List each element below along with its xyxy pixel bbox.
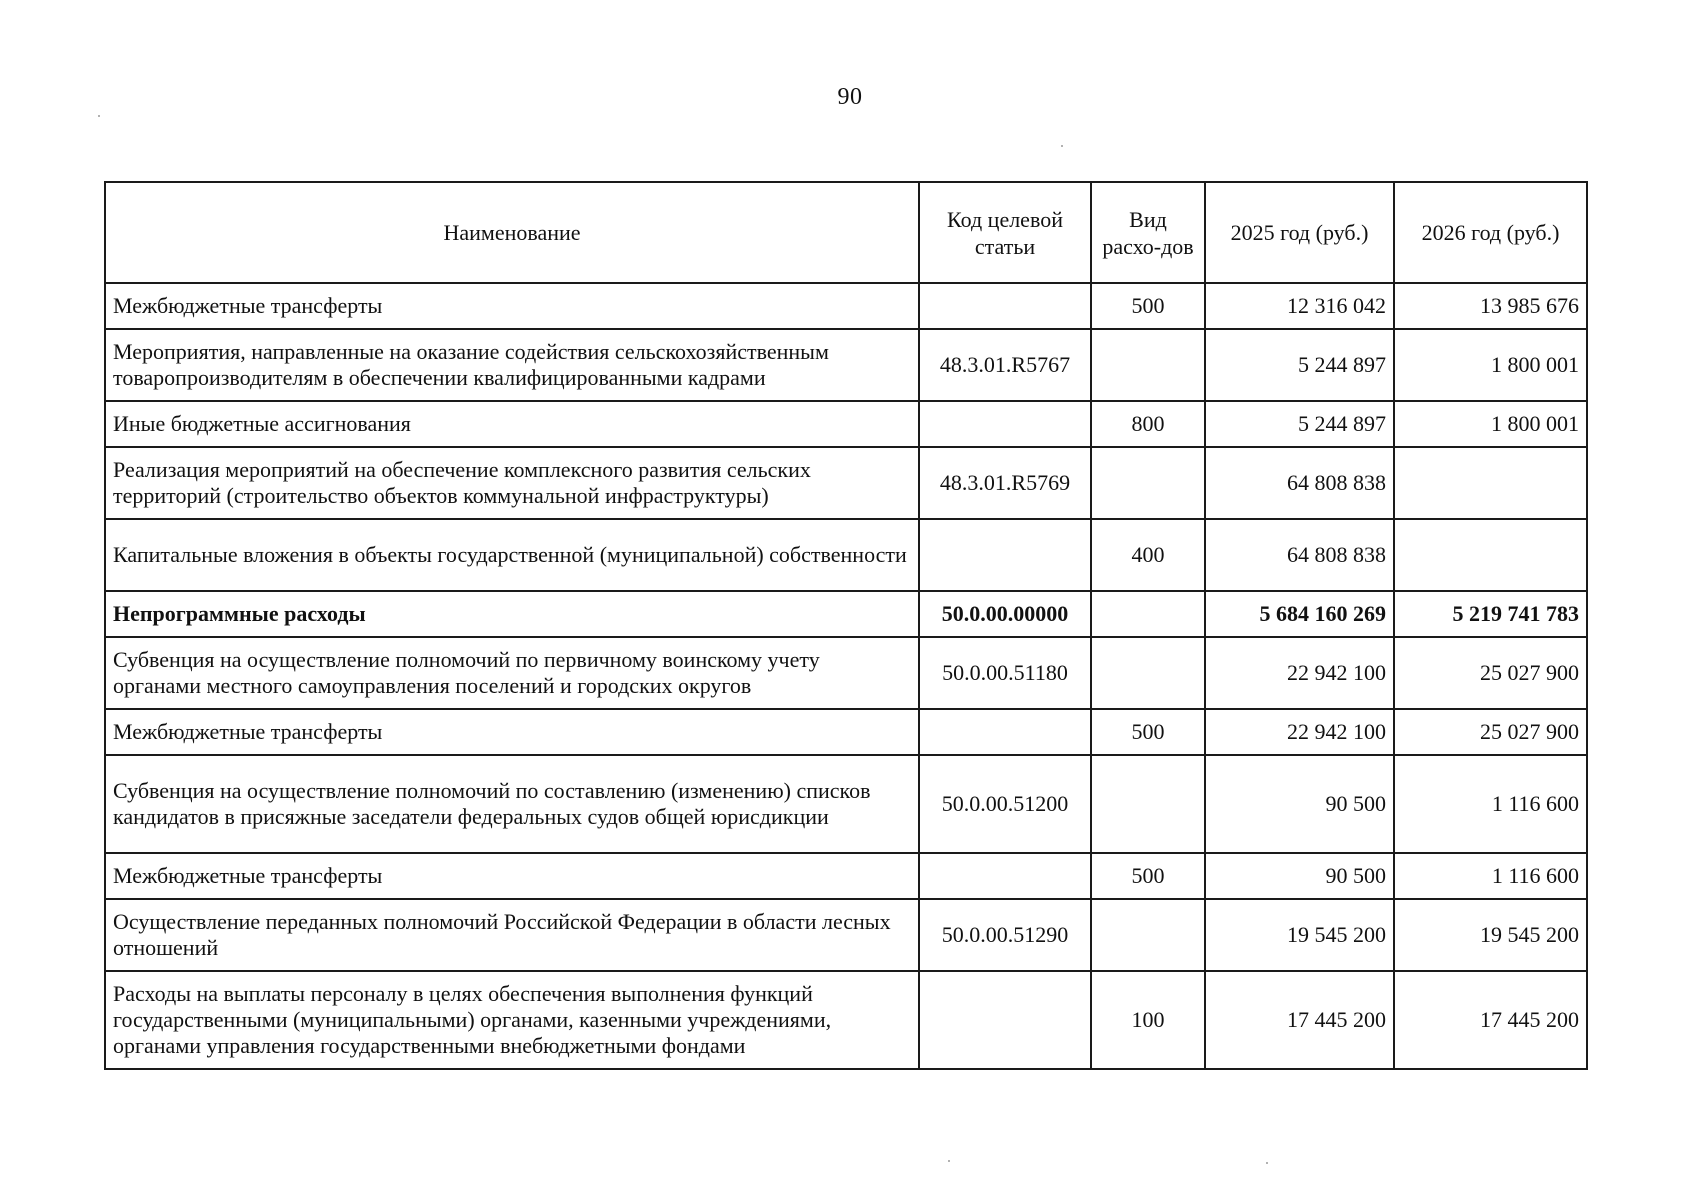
header-name: Наименование <box>105 182 919 283</box>
row-code: 48.3.01.R5767 <box>919 329 1091 401</box>
row-name: Межбюджетные трансферты <box>105 853 919 899</box>
row-code: 50.0.00.51180 <box>919 637 1091 709</box>
row-kind: 100 <box>1091 971 1205 1069</box>
row-code <box>919 401 1091 447</box>
row-code: 50.0.00.00000 <box>919 591 1091 637</box>
row-code: 50.0.00.51200 <box>919 755 1091 853</box>
row-amount-2025: 5 244 897 <box>1205 401 1394 447</box>
row-kind <box>1091 591 1205 637</box>
row-amount-2026 <box>1394 519 1587 591</box>
table-row <box>105 447 1587 519</box>
row-kind <box>1091 899 1205 971</box>
table-row <box>105 637 1587 709</box>
table-row <box>105 329 1587 401</box>
table-header-row <box>105 182 1587 283</box>
row-kind <box>1091 755 1205 853</box>
budget-table <box>104 181 1588 1070</box>
row-amount-2025: 12 316 042 <box>1205 283 1394 329</box>
page-number: 90 <box>837 84 863 110</box>
row-name: Межбюджетные трансферты <box>105 283 919 329</box>
row-amount-2025: 22 942 100 <box>1205 709 1394 755</box>
row-amount-2026: 1 116 600 <box>1394 853 1587 899</box>
row-amount-2025: 64 808 838 <box>1205 519 1394 591</box>
row-name: Субвенция на осуществление полномочий по первичному воинскому учету органами местного самоуправления поселений и городских округов <box>105 637 919 709</box>
row-amount-2025: 90 500 <box>1205 853 1394 899</box>
table-row <box>105 971 1587 1069</box>
header-code: Код целевой статьи <box>919 182 1091 283</box>
header-year-2025: 2025 год (руб.) <box>1205 182 1394 283</box>
row-amount-2025: 64 808 838 <box>1205 447 1394 519</box>
row-amount-2025: 5 244 897 <box>1205 329 1394 401</box>
row-name: Мероприятия, направленные на оказание содействия сельскохозяйственным товаропроизводителям в обеспечении квалифицированными кадрами <box>105 329 919 401</box>
row-amount-2025: 17 445 200 <box>1205 971 1394 1069</box>
table-row <box>105 519 1587 591</box>
row-kind: 500 <box>1091 283 1205 329</box>
row-amount-2026: 25 027 900 <box>1394 709 1587 755</box>
row-amount-2026 <box>1394 447 1587 519</box>
header-kind: Вид расхо-дов <box>1091 182 1205 283</box>
row-code <box>919 971 1091 1069</box>
row-amount-2026: 13 985 676 <box>1394 283 1587 329</box>
row-kind <box>1091 637 1205 709</box>
scan-speck <box>1061 145 1063 147</box>
row-code <box>919 709 1091 755</box>
row-code <box>919 853 1091 899</box>
row-amount-2026: 25 027 900 <box>1394 637 1587 709</box>
row-code <box>919 283 1091 329</box>
row-code: 50.0.00.51290 <box>919 899 1091 971</box>
row-name: Непрограммные расходы <box>105 591 919 637</box>
row-amount-2026: 19 545 200 <box>1394 899 1587 971</box>
row-name: Расходы на выплаты персоналу в целях обеспечения выполнения функций государственными (муниципальными) органами, казенными учреждениями, органами управления государственными внебюджетными фондами <box>105 971 919 1069</box>
row-amount-2025: 22 942 100 <box>1205 637 1394 709</box>
row-kind <box>1091 329 1205 401</box>
row-amount-2026: 17 445 200 <box>1394 971 1587 1069</box>
row-name: Реализация мероприятий на обеспечение комплексного развития сельских территорий (строительство объектов коммунальной инфраструктуры) <box>105 447 919 519</box>
header-year-2026: 2026 год (руб.) <box>1394 182 1587 283</box>
scan-speck <box>98 115 100 117</box>
row-amount-2025: 90 500 <box>1205 755 1394 853</box>
row-name: Осуществление переданных полномочий Российской Федерации в области лесных отношений <box>105 899 919 971</box>
row-kind: 500 <box>1091 853 1205 899</box>
row-amount-2026: 1 800 001 <box>1394 401 1587 447</box>
row-kind: 400 <box>1091 519 1205 591</box>
row-name: Межбюджетные трансферты <box>105 709 919 755</box>
row-code <box>919 519 1091 591</box>
row-amount-2026: 1 116 600 <box>1394 755 1587 853</box>
scan-speck <box>948 1160 950 1162</box>
table-row <box>105 899 1587 971</box>
row-amount-2026: 1 800 001 <box>1394 329 1587 401</box>
table-row <box>105 755 1587 853</box>
row-amount-2026: 5 219 741 783 <box>1394 591 1587 637</box>
row-code: 48.3.01.R5769 <box>919 447 1091 519</box>
table-row <box>105 283 1587 329</box>
row-kind: 800 <box>1091 401 1205 447</box>
row-kind: 500 <box>1091 709 1205 755</box>
row-name: Субвенция на осуществление полномочий по составлению (изменению) списков кандидатов в присяжные заседатели федеральных судов общей юрисдикции <box>105 755 919 853</box>
table-row <box>105 709 1587 755</box>
scan-speck <box>1266 1162 1268 1164</box>
row-amount-2025: 19 545 200 <box>1205 899 1394 971</box>
row-name: Капитальные вложения в объекты государственной (муниципальной) собственности <box>105 519 919 591</box>
row-amount-2025: 5 684 160 269 <box>1205 591 1394 637</box>
table-row <box>105 401 1587 447</box>
table-row-section-total <box>105 591 1587 637</box>
row-name: Иные бюджетные ассигнования <box>105 401 919 447</box>
row-kind <box>1091 447 1205 519</box>
table-row <box>105 853 1587 899</box>
